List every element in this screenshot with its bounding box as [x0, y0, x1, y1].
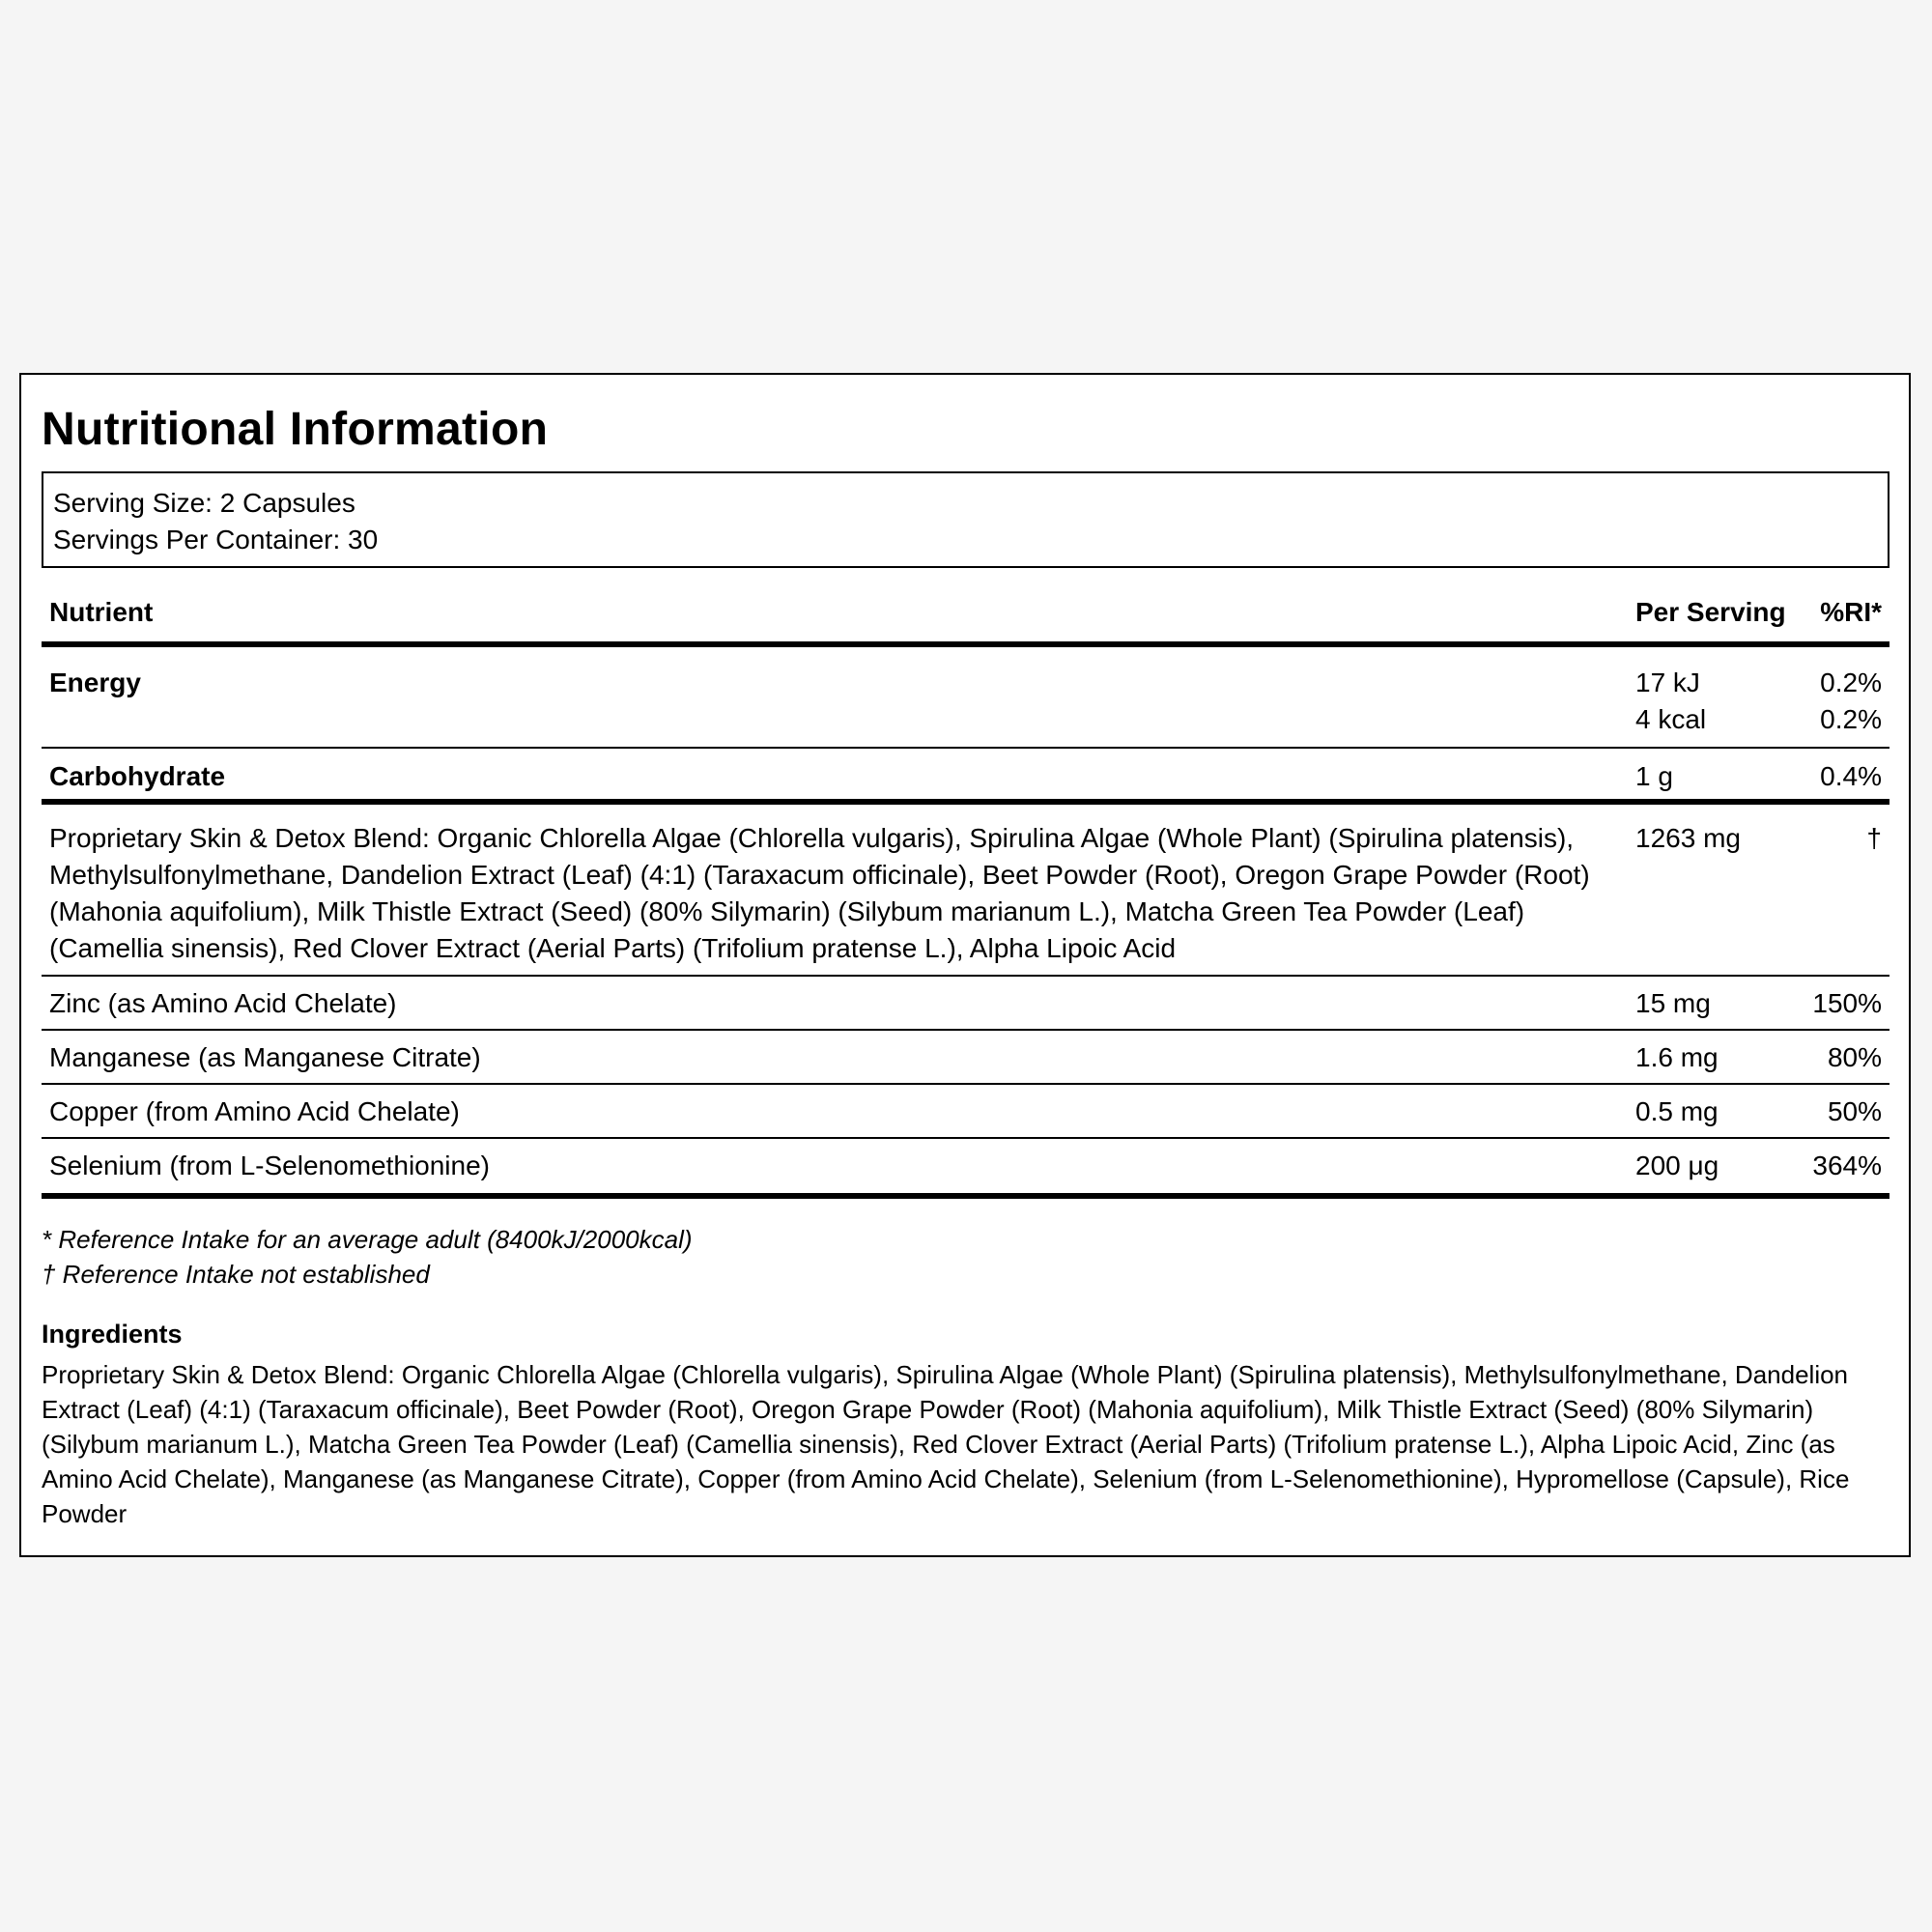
- selenium-ri: 364%: [1797, 1138, 1889, 1196]
- footnotes: [42, 1222, 1889, 1292]
- nutrient-name-energy: Energy: [49, 668, 141, 697]
- empty-cell: [42, 701, 1628, 748]
- zinc-ri: 150%: [1797, 976, 1889, 1030]
- ingredients-heading: Ingredients: [42, 1320, 183, 1349]
- table-row-energy-kcal: [42, 701, 1889, 748]
- table-header-row: [42, 591, 1889, 644]
- ingredients-text: Proprietary Skin & Detox Blend: Organic Chlorella Algae (Chlorella vulgaris), Spirulina Algae (Whole Plant) (Spirulina platensis), Methylsulfonylmethane, Dandelion Extract (Leaf) (4:1) (Taraxacum officinale), Beet Powder (Root), Oregon Grape Powder (Root) (Mahonia aquifolium), Milk Thistle Extract (Seed) (80% Silymarin) (Silybum marianum L.), Matcha Green Tea Powder (Leaf) (Camellia sinensis), Red Clover Extract (Aerial Parts) (Trifolium pratense L.), Alpha Lipoic Acid, Zinc (as Amino Acid Chelate), Manganese (as Manganese Citrate), Copper (from Amino Acid Chelate), Selenium (from L-Selenomethionine), Hypromellose (Capsule), Rice Powder: [42, 1360, 1850, 1528]
- copper-ri: 50%: [1797, 1084, 1889, 1138]
- copper-value: 0.5 mg: [1628, 1084, 1797, 1138]
- nutrient-name-blend: Proprietary Skin & Detox Blend: Organic Chlorella Algae (Chlorella vulgaris), Spirulina Algae (Whole Plant) (Spirulina platensis), Methylsulfonylmethane, Dandelion Extract (Leaf) (4:1) (Taraxacum officinale), Beet Powder (Root), Oregon Grape Powder (Root) (Mahonia aquifolium), Milk Thistle Extract (Seed) (80% Silymarin) (Silybum marianum L.), Matcha Green Tea Powder (Leaf) (Camellia sinensis), Red Clover Extract (Aerial Parts) (Trifolium pratense L.), Alpha Lipoic Acid: [42, 802, 1628, 976]
- carbohydrate-value: 1 g: [1628, 748, 1797, 802]
- blend-ri: †: [1797, 802, 1889, 976]
- table-row-manganese: [42, 1030, 1889, 1084]
- footnote-ri: * Reference Intake for an average adult (8400kJ/2000kcal): [42, 1225, 693, 1254]
- page-title: Nutritional Information: [42, 404, 549, 455]
- manganese-ri: 80%: [1797, 1030, 1889, 1084]
- nutrient-name-carbohydrate: Carbohydrate: [42, 748, 1628, 802]
- carbohydrate-ri: 0.4%: [1797, 748, 1889, 802]
- nutrition-panel: [19, 373, 1911, 1557]
- energy-kj-value: 17 kJ: [1635, 668, 1700, 697]
- nutrient-name-selenium: Selenium (from L-Selenomethionine): [42, 1138, 1628, 1196]
- header-nutrient: Nutrient: [42, 591, 1628, 644]
- table-row-selenium: [42, 1138, 1889, 1196]
- serving-info-box: [42, 471, 1889, 568]
- header-per-serving: Per Serving: [1628, 591, 1797, 644]
- nutrient-name-zinc: Zinc (as Amino Acid Chelate): [42, 976, 1628, 1030]
- table-row-zinc: [42, 976, 1889, 1030]
- manganese-value: 1.6 mg: [1628, 1030, 1797, 1084]
- blend-value: 1263 mg: [1628, 802, 1797, 976]
- table-row-copper: [42, 1084, 1889, 1138]
- serving-size: Serving Size: 2 Capsules: [53, 488, 355, 518]
- header-ri: %RI*: [1797, 591, 1889, 644]
- selenium-value: 200 μg: [1628, 1138, 1797, 1196]
- footnote-dagger: † Reference Intake not established: [42, 1260, 430, 1289]
- energy-kcal-ri: 0.2%: [1797, 701, 1889, 748]
- energy-kcal-value: 4 kcal: [1628, 701, 1797, 748]
- table-row-blend: [42, 802, 1889, 976]
- nutrient-name-copper: Copper (from Amino Acid Chelate): [42, 1084, 1628, 1138]
- nutrition-table: [42, 591, 1889, 1199]
- table-row-energy-kj: [42, 644, 1889, 701]
- nutrient-name-manganese: Manganese (as Manganese Citrate): [42, 1030, 1628, 1084]
- servings-per-container: Servings Per Container: 30: [53, 525, 379, 554]
- energy-kj-ri: 0.2%: [1820, 668, 1882, 697]
- zinc-value: 15 mg: [1628, 976, 1797, 1030]
- table-row-carbohydrate: [42, 748, 1889, 802]
